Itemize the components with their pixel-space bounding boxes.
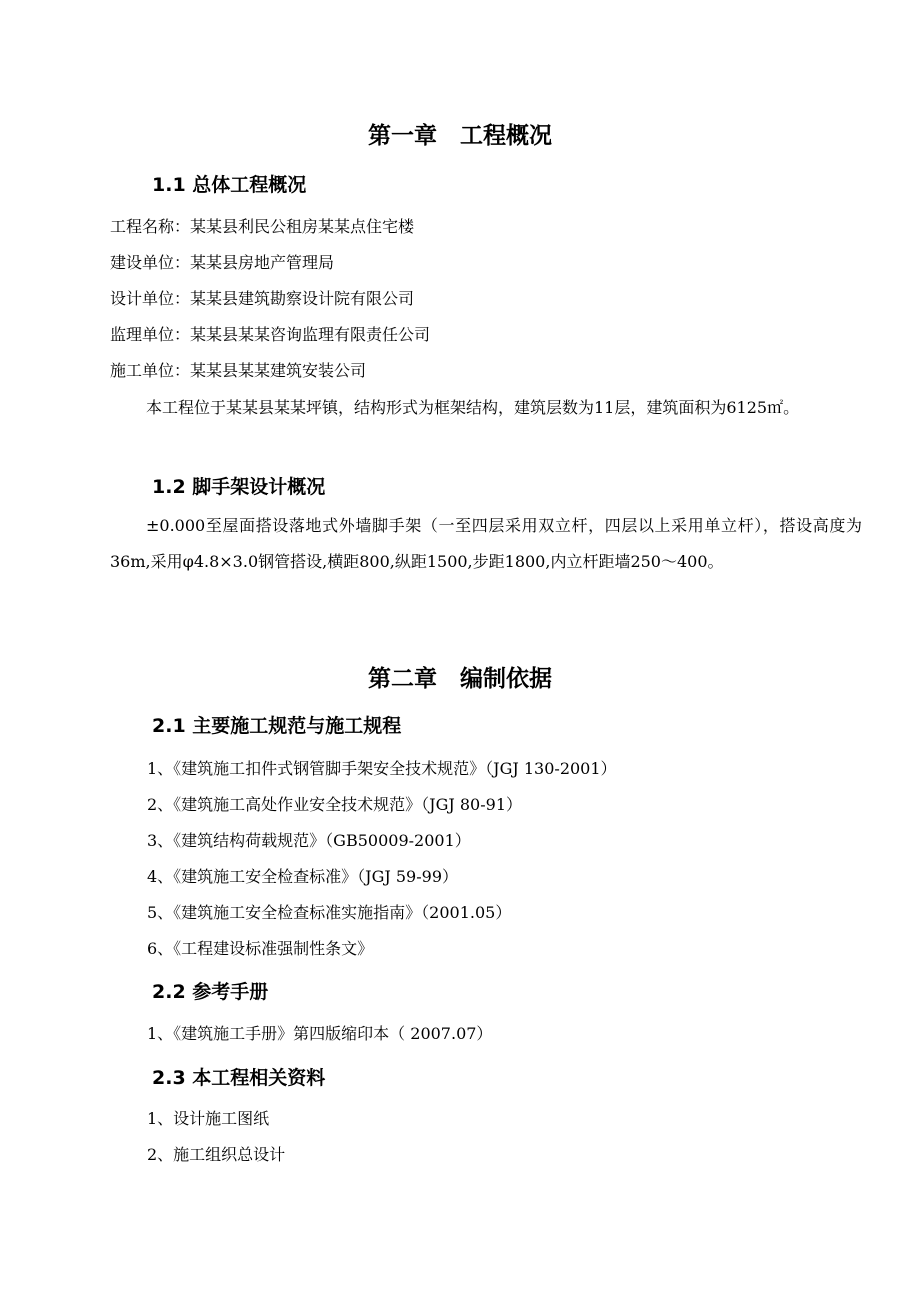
construction-unit-line: 施工单位：某某县某某建筑安装公司 (110, 361, 367, 380)
list-item: 1、设计施工图纸 (147, 1109, 270, 1128)
section-1-2-heading: 1.2 脚手架设计概况 (152, 476, 326, 498)
project-name-line: 工程名称：某某县利民公租房某某点住宅楼 (110, 217, 415, 236)
list-item: 1、《建筑施工扣件式钢管脚手架安全技术规范》（JGJ 130-2001） (147, 759, 617, 778)
list-item: 3、《建筑结构荷载规范》（GB50009-2001） (147, 831, 471, 850)
design-unit-line: 设计单位：某某县建筑勘察设计院有限公司 (110, 289, 415, 308)
section-2-3-heading: 2.3 本工程相关资料 (152, 1067, 326, 1089)
list-item: 2、施工组织总设计 (147, 1145, 286, 1164)
scaffold-design-paragraph: ±0.000至屋面搭设落地式外墙脚手架（一至四层采用双立杆，四层以上采用单立杆），搭设高度为36m,采用φ4.8×3.0钢管搭设,横距800,纵距1500,步距1800,内立杆距墙250～400。 (110, 516, 862, 571)
list-item: 2、《建筑施工高处作业安全技术规范》（JGJ 80-91） (147, 795, 523, 814)
supervision-unit-line: 监理单位：某某县某某咨询监理有限责任公司 (110, 325, 431, 344)
list-item: 6、《工程建设标准强制性条文》 (147, 939, 374, 958)
owner-unit-line: 建设单位：某某县房地产管理局 (110, 253, 335, 272)
section-2-1-heading: 2.1 主要施工规范与施工规程 (152, 715, 402, 737)
project-overview-paragraph: 本工程位于某某县某某坪镇，结构形式为框架结构，建筑层数为11层，建筑面积为6125㎡。 (146, 398, 800, 417)
list-item: 1、《建筑施工手册》第四版缩印本（ 2007.07） (147, 1024, 493, 1043)
chapter-1-title: 第一章 工程概况 (368, 123, 552, 149)
list-item: 5、《建筑施工安全检查标准实施指南》（2001.05） (147, 903, 512, 922)
chapter-2-title: 第二章 编制依据 (368, 666, 552, 692)
section-2-2-heading: 2.2 参考手册 (152, 981, 269, 1003)
section-1-1-heading: 1.1 总体工程概况 (152, 174, 307, 196)
list-item: 4、《建筑施工安全检查标准》（JGJ 59-99） (147, 867, 459, 886)
